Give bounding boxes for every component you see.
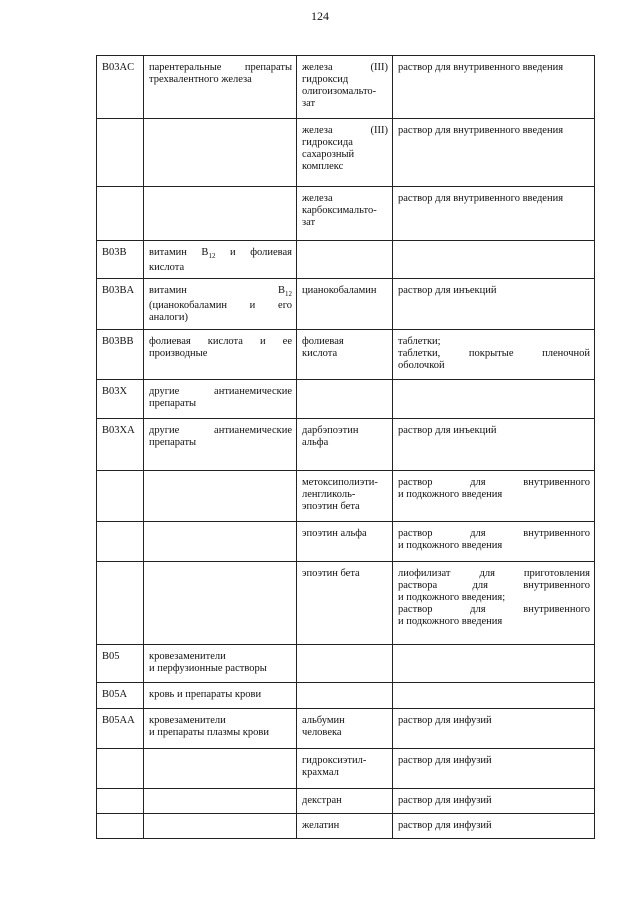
table-row xyxy=(97,380,595,419)
atc-code: B03BB xyxy=(97,330,144,380)
drug-name: железа карбоксимальто- зат xyxy=(297,187,393,241)
drug-classification-table xyxy=(96,55,595,839)
atc-code xyxy=(97,749,144,789)
atc-code: B03BA xyxy=(97,279,144,330)
page-number: 124 xyxy=(311,9,329,23)
group-name: другие антианемические препараты xyxy=(144,380,297,419)
dosage-form: раствор для инфузий xyxy=(393,749,595,789)
table-row xyxy=(97,241,595,279)
dosage-form xyxy=(393,683,595,709)
table-row xyxy=(97,749,595,789)
group-name: кровь и препараты крови xyxy=(144,683,297,709)
atc-code: B03X xyxy=(97,380,144,419)
drug-name: желатин xyxy=(297,814,393,839)
group-name: кровезаменители и перфузионные растворы xyxy=(144,645,297,683)
drug-name: эпоэтин альфа xyxy=(297,522,393,562)
group-name: кровезаменители и препараты плазмы крови xyxy=(144,709,297,749)
group-name: другие антианемические препараты xyxy=(144,419,297,471)
drug-name xyxy=(297,683,393,709)
dosage-form: раствор для внутривенного и подкожного введения xyxy=(393,471,595,522)
group-name xyxy=(144,562,297,645)
dosage-form: лиофилизат для приготовления раствора для внутривенного и подкожного введения; раствор для внутривенного и подкожного введения xyxy=(393,562,595,645)
table-row xyxy=(97,279,595,330)
table-row xyxy=(97,56,595,119)
drug-name xyxy=(297,380,393,419)
atc-code xyxy=(97,187,144,241)
drug-name: железа (III) гидроксида сахарозный комплекс xyxy=(297,119,393,187)
atc-code xyxy=(97,789,144,814)
drug-name: цианокобаламин xyxy=(297,279,393,330)
table-row xyxy=(97,814,595,839)
drug-name: декстран xyxy=(297,789,393,814)
drug-name xyxy=(297,645,393,683)
dosage-form: раствор для внутривенного и подкожного введения xyxy=(393,522,595,562)
table-row xyxy=(97,645,595,683)
drug-name: метоксиполиэти- ленгликоль- эпоэтин бета xyxy=(297,471,393,522)
drug-name: фолиевая кислота xyxy=(297,330,393,380)
drug-name: дарбэпоэтин альфа xyxy=(297,419,393,471)
drug-name: железа (III) гидроксид олигоизомальто- зат xyxy=(297,56,393,119)
table-row xyxy=(97,789,595,814)
table-row xyxy=(97,522,595,562)
drug-name: гидроксиэтил- крахмал xyxy=(297,749,393,789)
atc-code: B05A xyxy=(97,683,144,709)
atc-code xyxy=(97,471,144,522)
table-row xyxy=(97,330,595,380)
atc-code: B03AC xyxy=(97,56,144,119)
dosage-form: раствор для инъекций xyxy=(393,419,595,471)
group-name: парентеральные препараты трехвалентного железа xyxy=(144,56,297,119)
group-name xyxy=(144,789,297,814)
dosage-form: раствор для внутривенного введения xyxy=(393,119,595,187)
atc-code xyxy=(97,522,144,562)
drug-name xyxy=(297,241,393,279)
dosage-form: таблетки; таблетки, покрытые пленочной оболочкой xyxy=(393,330,595,380)
group-name xyxy=(144,119,297,187)
table-row xyxy=(97,119,595,187)
atc-code xyxy=(97,562,144,645)
group-name xyxy=(144,522,297,562)
dosage-form xyxy=(393,645,595,683)
atc-code: B05AA xyxy=(97,709,144,749)
dosage-form: раствор для инфузий xyxy=(393,709,595,749)
dosage-form: раствор для внутривенного введения xyxy=(393,187,595,241)
atc-code xyxy=(97,814,144,839)
dosage-form xyxy=(393,241,595,279)
atc-code: B03B xyxy=(97,241,144,279)
atc-code: B03XA xyxy=(97,419,144,471)
table-row xyxy=(97,683,595,709)
dosage-form: раствор для внутривенного введения xyxy=(393,56,595,119)
drug-name: эпоэтин бета xyxy=(297,562,393,645)
table-row xyxy=(97,709,595,749)
dosage-form: раствор для инфузий xyxy=(393,814,595,839)
dosage-form: раствор для инфузий xyxy=(393,789,595,814)
table-row xyxy=(97,419,595,471)
group-name: витамин $B_{12}$ (цианокобаламин и его аналоги) xyxy=(144,279,297,330)
table-row xyxy=(97,187,595,241)
dosage-form xyxy=(393,380,595,419)
group-name xyxy=(144,814,297,839)
group-name: фолиевая кислота и ее производные xyxy=(144,330,297,380)
table-row xyxy=(97,562,595,645)
atc-code xyxy=(97,119,144,187)
group-name xyxy=(144,187,297,241)
atc-code: B05 xyxy=(97,645,144,683)
group-name xyxy=(144,471,297,522)
group-name xyxy=(144,749,297,789)
drug-name: альбумин человека xyxy=(297,709,393,749)
group-name: витамин $B_{12}$ и фолиевая кислота xyxy=(144,241,297,279)
dosage-form: раствор для инъекций xyxy=(393,279,595,330)
table-row xyxy=(97,471,595,522)
